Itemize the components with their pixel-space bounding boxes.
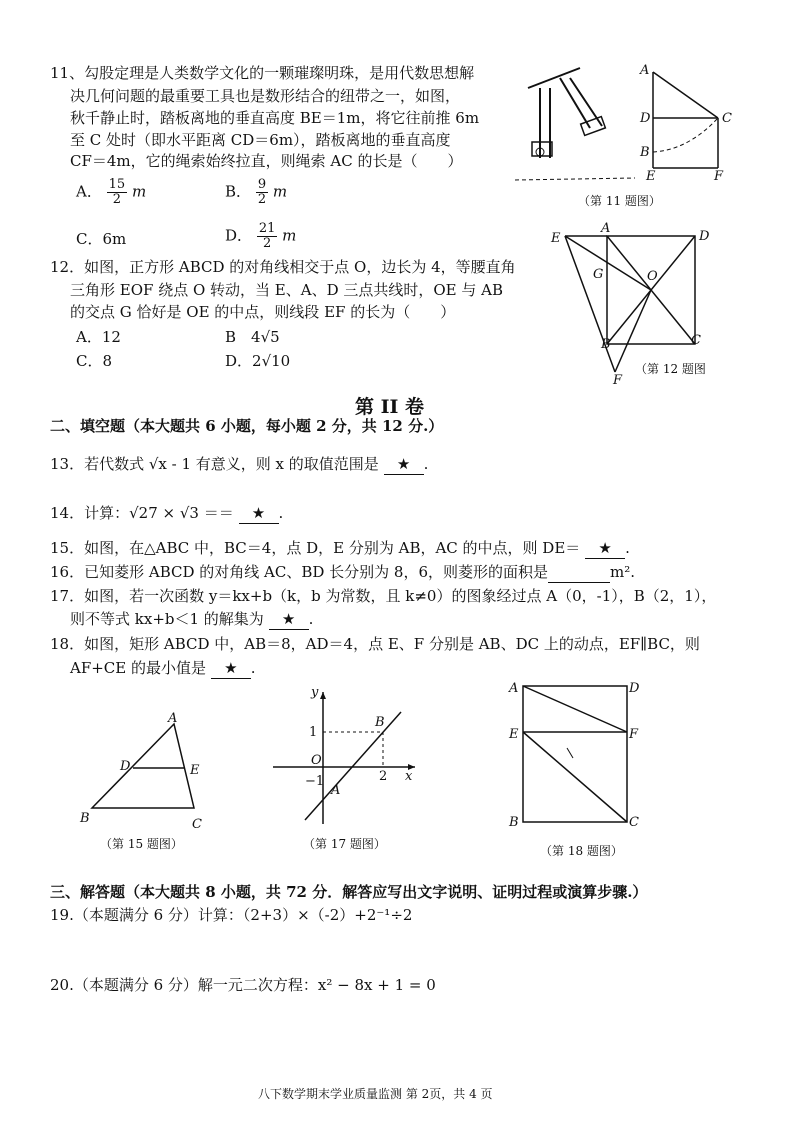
fig12-label-d: D (699, 229, 710, 244)
page-footer: 八下数学期末学业质量监测 第 2页，共 4 页 (258, 1087, 493, 1101)
q12-line-2: 三角形 EOF 绕点 O 转动，当 E、A、D 三点共线时，OE 与 AB (70, 281, 504, 299)
q15: 15．如图，在△ABC 中，BC＝4，点 D，E 分别为 AB，AC 的中点，则 DE＝ ★ . (50, 539, 630, 557)
fig11-label-c: C (722, 111, 732, 126)
fig17-label-two: 2 (379, 769, 388, 784)
fig11-label-d: D (640, 111, 651, 126)
fig18-label-a: A (509, 681, 519, 696)
fig18-label-d: D (629, 681, 640, 696)
fig17-label-b: B (375, 715, 385, 730)
fig17-label-o: O (311, 753, 322, 768)
q11-line-1: 11、勾股定理是人类数学文化的一颗璀璨明珠，是用代数思想解 (50, 64, 475, 82)
fig11-label-f: F (714, 169, 724, 180)
q15-answer-blank[interactable]: ★ (585, 538, 625, 559)
fig18-label-f: F (629, 727, 639, 742)
figure-17-graph (265, 686, 425, 831)
fig17-label-y: y (311, 686, 319, 700)
section-2-heading: 二、填空题（本大题共 6 小题，每小题 2 分，共 12 分.） (50, 417, 444, 435)
q17-answer-blank[interactable]: ★ (269, 609, 309, 630)
q12-option-d: D．2√10 (225, 352, 291, 370)
q19: 19.（本题满分 6 分）计算：（2+3）×（-2）+2⁻¹÷2 (50, 906, 413, 924)
fig15-label-d: D (120, 759, 131, 774)
q18-line-1: 18．如图，矩形 ABCD 中，AB＝8，AD＝4，点 E、F 分别是 AB、DC 上的动点，EF∥BC，则 (50, 635, 700, 653)
figure-12-caption: （第 12 题图 (635, 362, 706, 376)
section-3-heading: 三、解答题（本大题共 8 小题，共 72 分．解答应写出文字说明、证明过程或演算步骤.） (50, 883, 648, 901)
fig11-label-b: B (640, 145, 650, 160)
fig17-label-one: 1 (309, 725, 318, 740)
fig18-label-c: C (629, 815, 639, 830)
part-2-title: 第 II 卷 (355, 396, 425, 418)
q17-line-2: 则不等式 kx+b＜1 的解集为 ★ . (70, 610, 314, 628)
figure-15-triangle (78, 712, 218, 832)
figure-11-caption: （第 11 题图） (578, 194, 661, 208)
figure-18-rectangle (505, 676, 645, 836)
q16: 16．已知菱形 ABCD 的对角线 AC、BD 长分别为 8，6，则菱形的面积是 m². (50, 563, 636, 581)
q12-line-3: 的交点 G 恰好是 OE 的中点，则线段 EF 的长为（ ） (70, 303, 456, 321)
q13: 13．若代数式 √x - 1 有意义，则 x 的取值范围是 ★ . (50, 455, 429, 473)
fig18-label-b: B (509, 815, 519, 830)
q12-option-b: B 4√5 (225, 328, 280, 346)
q12-option-a: A．12 (76, 328, 121, 346)
fig15-label-a: A (168, 712, 178, 726)
fig12-label-b: B (601, 337, 611, 352)
q11-option-d: D． $\frac{21}{2}$ m (225, 221, 297, 251)
q11-line-3: 秋千静止时，踏板离地的垂直高度 BE＝1m，将它往前推 6m (70, 109, 480, 127)
q18-line-2: AF+CE 的最小值是 ★ . (70, 659, 256, 677)
fig15-label-e: E (190, 763, 200, 778)
q20: 20.（本题满分 6 分）解一元二次方程：x² − 8x + 1 = 0 (50, 976, 436, 994)
q11-line-5: CF＝4m，它的绳索始终拉直，则绳索 AC 的长是（ ） (70, 152, 463, 170)
fig17-label-minus1: −1 (305, 774, 325, 789)
q13-answer-blank[interactable]: ★ (384, 454, 424, 475)
fig11-label-e: E (646, 169, 656, 180)
figure-17-caption: （第 17 题图） (303, 837, 386, 851)
q11-option-c: C．6m (76, 230, 127, 248)
fig17-label-x: x (405, 769, 413, 784)
fig12-label-o: O (647, 269, 658, 284)
fig17-label-a: A (331, 783, 341, 798)
figure-11-swing-photo (510, 58, 640, 188)
q14: 14．计算：√27 × √3 ＝＝ ★ . (50, 504, 284, 522)
fig11-label-a: A (640, 63, 650, 78)
q14-answer-blank[interactable]: ★ (239, 503, 279, 524)
fig12-label-a: A (601, 222, 611, 236)
fig12-label-c: C (691, 333, 701, 348)
q11-option-a: A． $\frac{15}{2}$ m (76, 177, 147, 207)
q12-option-c: C．8 (76, 352, 113, 370)
figure-18-caption: （第 18 题图） (540, 844, 623, 858)
q18-answer-blank[interactable]: ★ (211, 658, 251, 679)
q11-line-2: 决几何问题的最重要工具也是数形结合的纽带之一，如图， (70, 87, 461, 105)
q16-answer-blank[interactable] (548, 562, 610, 583)
fig12-label-f: F (613, 373, 623, 387)
q17-line-1: 17．如图，若一次函数 y＝kx+b（k，b 为常数，且 k≠0）的图象经过点 A（0，-1），B（2，1）， (50, 587, 717, 605)
figure-11-diagram (638, 60, 738, 180)
q11-line-4: 至 C 处时（即水平距离 CD＝6m），踏板离地的垂直高度 (70, 131, 451, 149)
fig15-label-b: B (80, 811, 90, 826)
fig15-label-c: C (192, 817, 202, 832)
q12-line-1: 12．如图，正方形 ABCD 的对角线相交于点 O，边长为 4，等腰直角 (50, 258, 516, 276)
q11-option-b: B． $\frac{9}{2}$ m (225, 177, 288, 207)
figure-15-caption: （第 15 题图） (100, 837, 183, 851)
fig12-label-e: E (551, 231, 561, 246)
fig18-label-e: E (509, 727, 519, 742)
fig12-label-g: G (593, 267, 604, 282)
